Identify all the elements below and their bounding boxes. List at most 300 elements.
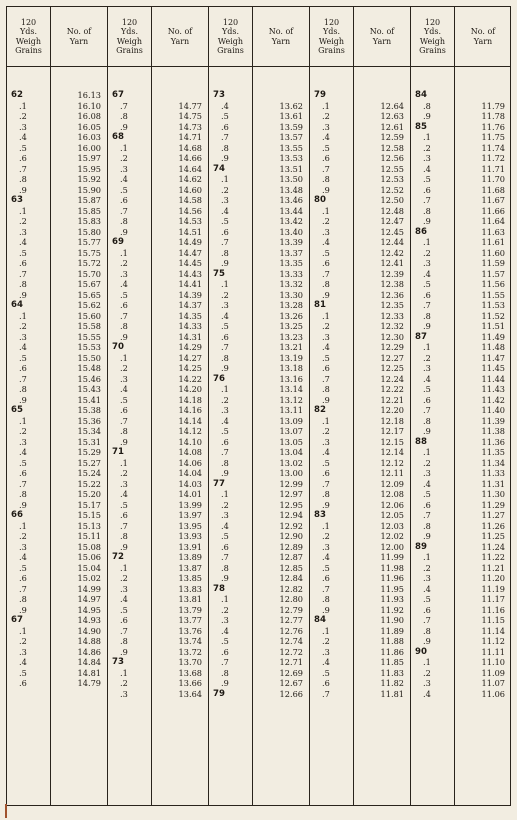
yarn-cell: 11.92	[380, 604, 404, 615]
yarn-cell: 15.48	[77, 363, 101, 373]
yarn-cell: 11.66	[481, 205, 505, 216]
yarn-cell: 15.95	[77, 163, 101, 174]
grains-cell: .5	[120, 499, 128, 510]
yarn-cell: 14.01	[178, 489, 202, 499]
grains-cell: .7	[19, 163, 27, 174]
grains-cell: .1	[19, 415, 27, 426]
grains-cell: .3	[322, 331, 330, 342]
grains-cell: .6	[19, 468, 27, 478]
grains-cell: .6	[120, 405, 128, 415]
yarn-cell: 15.41	[77, 394, 101, 405]
grains-cell: .8	[120, 216, 128, 226]
grains-cell: .1	[423, 552, 431, 562]
grains-cell: .5	[221, 531, 229, 541]
grains-column	[209, 7, 253, 805]
grains-cell: .2	[423, 142, 431, 153]
yarn-cell: 14.10	[178, 436, 202, 447]
yarn-cell: 15.53	[77, 342, 101, 352]
grains-cell: .3	[322, 541, 330, 552]
yarn-cell: 12.48	[380, 205, 404, 216]
grains-cell: .7	[120, 205, 128, 216]
grains-cell: .6	[221, 121, 229, 132]
yarn-cell: 12.36	[380, 289, 404, 300]
yarn-cell: 11.89	[380, 625, 404, 636]
grains-cell: .4	[221, 205, 229, 216]
grains-cell: .2	[19, 636, 27, 646]
yarn-cell: 11.33	[481, 468, 505, 478]
grains-cell: .8	[19, 489, 27, 499]
grains-cell: .9	[120, 646, 128, 657]
grains-cell: .1	[322, 310, 330, 321]
yarn-cell: 15.55	[77, 331, 101, 342]
yarn-cell: 11.25	[481, 531, 505, 541]
grains-cell: .7	[19, 478, 27, 489]
grains-cell: .6	[322, 468, 330, 478]
yarn-cell: 13.95	[178, 520, 202, 531]
yarn-cell: 11.72	[481, 153, 505, 163]
grains-cell: 76	[213, 373, 225, 384]
grains-cell: .1	[221, 594, 229, 604]
yarn-cell: 13.51	[279, 163, 303, 174]
yarn-cell: 14.75	[178, 111, 202, 121]
grains-cell: .3	[322, 121, 330, 132]
grains-cell: .9	[120, 541, 128, 552]
yarn-cell: 16.08	[77, 111, 101, 121]
yarn-cell: 12.33	[380, 310, 404, 321]
grains-cell: .8	[19, 174, 27, 184]
grains-cell: .9	[19, 499, 27, 510]
grains-cell: 71	[112, 447, 124, 457]
yarn-header: No. of Yarn	[253, 7, 309, 67]
grains-cell: .6	[322, 363, 330, 373]
yarn-cell: 14.90	[77, 625, 101, 636]
yarn-cell: 11.39	[481, 415, 505, 426]
grains-cell: 80	[314, 195, 326, 205]
yarn-cell: 14.41	[178, 279, 202, 289]
grains-cell: 90	[415, 646, 427, 657]
grains-cell: .4	[19, 132, 27, 142]
yarn-cell: 12.24	[380, 373, 404, 384]
grains-cell: .1	[322, 205, 330, 216]
grains-cell: .8	[221, 667, 229, 678]
grains-cell: .2	[423, 247, 431, 258]
yarn-cell: 11.42	[481, 394, 505, 405]
yarn-cell: 13.48	[279, 184, 303, 195]
grains-cell: .2	[221, 394, 229, 405]
yarn-cell: 15.50	[77, 352, 101, 363]
yarn-cell: 14.71	[178, 132, 202, 142]
yarn-cell: 11.61	[481, 237, 505, 247]
yarn-cell: 15.02	[77, 573, 101, 583]
yarn-cell: 15.36	[77, 415, 101, 426]
yarn-column	[455, 7, 511, 805]
grains-cell: .2	[120, 363, 128, 373]
yarn-cell: 14.49	[178, 237, 202, 247]
grains-cell: .1	[221, 489, 229, 499]
grains-cell: 89	[415, 541, 427, 552]
yarn-column	[51, 7, 107, 805]
grains-cell: .5	[423, 279, 431, 289]
grains-cell: .3	[120, 688, 128, 699]
yarn-cell: 11.06	[481, 688, 505, 699]
grains-cell: .6	[19, 258, 27, 268]
yarn-cell: 12.11	[380, 468, 404, 478]
yarn-cell: 11.85	[380, 657, 404, 667]
yarn-cell: 14.43	[178, 268, 202, 279]
yarn-cell: 13.37	[279, 247, 303, 258]
yarn-cell: 11.70	[481, 174, 505, 184]
grains-cell: .8	[322, 279, 330, 289]
table-block	[209, 7, 310, 805]
grains-cell: .3	[19, 226, 27, 237]
grains-cell: 62	[11, 90, 23, 100]
grains-cell: .5	[221, 321, 229, 331]
yarn-cell: 14.86	[77, 646, 101, 657]
yarn-cell: 13.25	[279, 321, 303, 331]
yarn-cell: 12.18	[380, 415, 404, 426]
yarn-cell: 12.64	[380, 100, 404, 111]
grains-cell: .7	[423, 615, 431, 625]
grains-cell: .8	[19, 594, 27, 604]
yarn-cell: 13.62	[279, 100, 303, 111]
grains-cell: .7	[221, 342, 229, 352]
yarn-cell: 14.73	[178, 121, 202, 132]
yarn-cell: 13.57	[279, 132, 303, 142]
yarn-cell: 12.69	[279, 667, 303, 678]
yarn-cell: 14.56	[178, 205, 202, 216]
yarn-cell: 14.25	[178, 363, 202, 373]
yarn-cell: 11.26	[481, 520, 505, 531]
grains-cell: .4	[322, 447, 330, 457]
yarn-cell: 15.13	[77, 520, 101, 531]
yarn-cell: 13.00	[279, 468, 303, 478]
grains-cell: .4	[120, 279, 128, 289]
yarn-cell: 12.79	[279, 604, 303, 615]
grains-cell: .7	[221, 132, 229, 142]
yarn-cell: 14.79	[77, 678, 101, 688]
grains-cell: .2	[19, 426, 27, 436]
grains-cell: .6	[221, 646, 229, 657]
grains-cell: .5	[19, 457, 27, 468]
yarn-cell: 13.79	[178, 604, 202, 615]
yarn-column	[253, 7, 309, 805]
yarn-cell: 13.99	[178, 499, 202, 510]
grains-cell: .7	[322, 688, 330, 699]
yarn-cell: 15.60	[77, 310, 101, 321]
grains-cell: .6	[322, 573, 330, 583]
yarn-cell: 14.20	[178, 384, 202, 394]
yarn-cell: 14.18	[178, 394, 202, 405]
grains-cell: 78	[213, 583, 225, 594]
grains-cell: .9	[322, 604, 330, 615]
yarn-cell: 12.53	[380, 174, 404, 184]
yarn-cell: 14.16	[178, 405, 202, 415]
yarn-cell: 15.20	[77, 489, 101, 499]
yarn-cell: 11.59	[481, 258, 505, 268]
grains-cell: 82	[314, 405, 326, 415]
grains-cell: .1	[19, 520, 27, 531]
table-block	[411, 7, 511, 805]
yarn-cell: 11.34	[481, 457, 505, 468]
grains-cell: .8	[322, 384, 330, 394]
grains-cell: .4	[19, 342, 27, 352]
yarn-cell: 12.92	[279, 520, 303, 531]
grains-cell: .4	[19, 237, 27, 247]
yarn-cell: 15.83	[77, 216, 101, 226]
yarn-cell: 14.97	[77, 594, 101, 604]
yarn-header: No. of Yarn	[152, 7, 208, 67]
yarn-cell: 14.66	[178, 153, 202, 163]
grains-cell: .7	[322, 268, 330, 279]
table-block	[7, 7, 108, 805]
yarn-cell: 14.95	[77, 604, 101, 615]
yarn-cell: 12.44	[380, 237, 404, 247]
yarn-cell: 14.08	[178, 447, 202, 457]
grains-cell: .5	[221, 216, 229, 226]
grains-cell: .8	[423, 310, 431, 321]
grains-cell: .9	[19, 289, 27, 300]
yarn-cell: 12.95	[279, 499, 303, 510]
yarn-cell: 12.15	[380, 436, 404, 447]
grains-cell: .2	[221, 604, 229, 615]
grains-cell: .3	[120, 373, 128, 384]
yarn-cell: 14.03	[178, 478, 202, 489]
yarn-cell: 13.44	[279, 205, 303, 216]
yarn-cell: 13.04	[279, 447, 303, 457]
yarn-cell: 15.43	[77, 384, 101, 394]
grains-cell: .3	[120, 583, 128, 594]
grains-cell: 63	[11, 195, 23, 205]
yarn-cell: 12.74	[279, 636, 303, 646]
grains-cell: .6	[120, 615, 128, 625]
yarn-cell: 11.74	[481, 142, 505, 153]
grains-cell: .4	[19, 447, 27, 457]
yarn-cell: 13.32	[279, 279, 303, 289]
grains-cell: .7	[423, 300, 431, 310]
yarn-cell: 11.22	[481, 552, 505, 562]
yarn-cell: 11.90	[380, 615, 404, 625]
grains-cell: 73	[112, 657, 124, 667]
grains-cell: .1	[423, 657, 431, 667]
grains-cell: .9	[19, 394, 27, 405]
grains-cell: .3	[423, 678, 431, 688]
grains-cell: 68	[112, 132, 124, 142]
grains-cell: .7	[221, 447, 229, 457]
grains-cell: .1	[19, 100, 27, 111]
yarn-cell: 14.51	[178, 226, 202, 237]
yarn-column	[354, 7, 410, 805]
yarn-cell: 13.59	[279, 121, 303, 132]
yarn-cell: 11.43	[481, 384, 505, 394]
table-block	[108, 7, 209, 805]
grains-column	[108, 7, 152, 805]
yarn-cell: 14.35	[178, 310, 202, 321]
yarn-cell: 12.97	[279, 489, 303, 499]
grains-cell: 65	[11, 405, 23, 415]
grains-cell: .7	[423, 510, 431, 520]
yarn-cell: 13.26	[279, 310, 303, 321]
grains-cell: .5	[120, 394, 128, 405]
yarn-cell: 11.79	[481, 100, 505, 111]
grains-cell: .6	[423, 604, 431, 615]
grains-cell: 84	[314, 615, 326, 625]
yarn-cell: 12.59	[380, 132, 404, 142]
yarn-cell: 13.02	[279, 457, 303, 468]
yarn-cell: 13.81	[178, 594, 202, 604]
grains-cell: .6	[322, 258, 330, 268]
grains-cell: .8	[322, 594, 330, 604]
yarn-cell: 14.27	[178, 352, 202, 363]
yarn-cell: 11.15	[481, 615, 505, 625]
yarn-cell: 13.77	[178, 615, 202, 625]
yarn-cell: 14.81	[77, 667, 101, 678]
grains-cell: .6	[19, 153, 27, 163]
yarn-cell: 13.53	[279, 153, 303, 163]
yarn-cell: 11.30	[481, 489, 505, 499]
grains-cell: .9	[322, 184, 330, 195]
yarn-cell: 12.30	[380, 331, 404, 342]
grains-cell: .2	[423, 667, 431, 678]
grains-cell: .6	[423, 499, 431, 510]
grains-cell: .5	[221, 111, 229, 121]
grains-cell: .2	[19, 531, 27, 541]
grains-cell: .9	[221, 153, 229, 163]
yarn-cell: 13.50	[279, 174, 303, 184]
yarn-cell: 11.51	[481, 321, 505, 331]
grains-cell: .6	[221, 436, 229, 447]
grains-cell: .7	[19, 373, 27, 384]
grains-cell: .2	[19, 111, 27, 121]
grains-cell: .1	[221, 279, 229, 289]
grains-cell: .3	[19, 541, 27, 552]
yarn-cell: 11.52	[481, 310, 505, 321]
yarn-cell: 12.35	[380, 300, 404, 310]
grains-cell: .2	[120, 468, 128, 478]
grains-cell: .9	[221, 258, 229, 268]
grains-cell: .4	[423, 583, 431, 594]
yarn-header: No. of Yarn	[354, 7, 410, 67]
grains-cell: .4	[221, 415, 229, 426]
grains-cell: .7	[322, 163, 330, 174]
yarn-cell: 12.22	[380, 384, 404, 394]
grains-cell: .5	[423, 384, 431, 394]
grains-cell: 79	[213, 688, 225, 699]
grains-cell: .7	[120, 520, 128, 531]
yarn-cell: 11.64	[481, 216, 505, 226]
yarn-cell: 12.02	[380, 531, 404, 541]
grains-cell: .6	[322, 153, 330, 163]
grains-cell: .5	[423, 489, 431, 499]
yarn-cell: 13.18	[279, 363, 303, 373]
yarn-cell: 14.45	[178, 258, 202, 268]
grains-header: 120 Yds. Weigh Grains	[310, 7, 353, 67]
grains-cell: .6	[221, 226, 229, 237]
grains-cell: .4	[423, 373, 431, 384]
yarn-cell: 14.14	[178, 415, 202, 426]
yarn-cell: 15.22	[77, 478, 101, 489]
yarn-cell: 12.87	[279, 552, 303, 562]
table-block	[310, 7, 411, 805]
grains-cell: .7	[221, 657, 229, 667]
yarn-cell: 11.48	[481, 342, 505, 352]
yarn-cell: 12.27	[380, 352, 404, 363]
yarn-cell: 11.35	[481, 447, 505, 457]
grains-cell: .8	[19, 279, 27, 289]
grains-cell: .5	[322, 667, 330, 678]
grains-cell: .5	[322, 247, 330, 258]
grains-cell: .9	[221, 363, 229, 373]
grains-cell: .3	[120, 163, 128, 174]
grains-column	[310, 7, 354, 805]
yarn-cell: 16.03	[77, 132, 101, 142]
yarn-cell: 12.80	[279, 594, 303, 604]
grains-cell: .1	[19, 205, 27, 216]
grains-cell: .4	[322, 132, 330, 142]
grains-header: 120 Yds. Weigh Grains	[7, 7, 50, 67]
yarn-cell: 12.84	[279, 573, 303, 583]
grains-cell: .3	[322, 226, 330, 237]
grains-cell: .4	[322, 552, 330, 562]
yarn-cell: 15.27	[77, 457, 101, 468]
yarn-cell: 11.76	[481, 121, 505, 132]
yarn-cell: 15.77	[77, 237, 101, 247]
yarn-cell: 13.12	[279, 394, 303, 405]
yarn-cell: 13.40	[279, 226, 303, 237]
yarn-cell: 13.39	[279, 237, 303, 247]
yarn-cell: 15.87	[77, 195, 101, 205]
yarn-cell: 14.68	[178, 142, 202, 153]
yarn-cell: 11.38	[481, 426, 505, 436]
yarn-cell: 11.96	[380, 573, 404, 583]
grains-cell: 88	[415, 436, 427, 447]
yarn-cell: 12.89	[279, 541, 303, 552]
grains-cell: 70	[112, 342, 124, 352]
yarn-cell: 14.06	[178, 457, 202, 468]
yarn-header: No. of Yarn	[51, 7, 107, 67]
yarn-cell: 12.76	[279, 625, 303, 636]
grains-cell: .8	[120, 426, 128, 436]
grains-cell: .4	[221, 310, 229, 321]
yarn-cell: 13.89	[178, 552, 202, 562]
yarn-cell: 13.70	[178, 657, 202, 667]
yarn-cell: 11.14	[481, 625, 505, 636]
grains-cell: .4	[322, 342, 330, 352]
yarn-cell: 12.38	[380, 279, 404, 289]
yarn-cell: 13.46	[279, 195, 303, 205]
yarn-column	[152, 7, 208, 805]
grains-cell: .4	[120, 174, 128, 184]
yarn-cell: 13.16	[279, 373, 303, 384]
yarn-cell: 14.62	[178, 174, 202, 184]
grains-cell: .4	[120, 594, 128, 604]
grains-cell: .1	[423, 237, 431, 247]
grains-cell: .9	[423, 216, 431, 226]
yarn-cell: 12.82	[279, 583, 303, 594]
yarn-cell: 12.63	[380, 111, 404, 121]
grains-cell: 69	[112, 237, 124, 247]
grains-cell: 74	[213, 163, 225, 174]
yarn-cell: 15.92	[77, 174, 101, 184]
grains-cell: .8	[423, 100, 431, 111]
grains-cell: 81	[314, 300, 326, 310]
yarn-cell: 14.04	[178, 468, 202, 478]
yarn-cell: 12.03	[380, 520, 404, 531]
grains-cell: 72	[112, 552, 124, 562]
grains-cell: .8	[423, 520, 431, 531]
grains-cell: .4	[423, 163, 431, 174]
yarn-cell: 11.49	[481, 331, 505, 342]
yarn-cell: 14.77	[178, 100, 202, 111]
